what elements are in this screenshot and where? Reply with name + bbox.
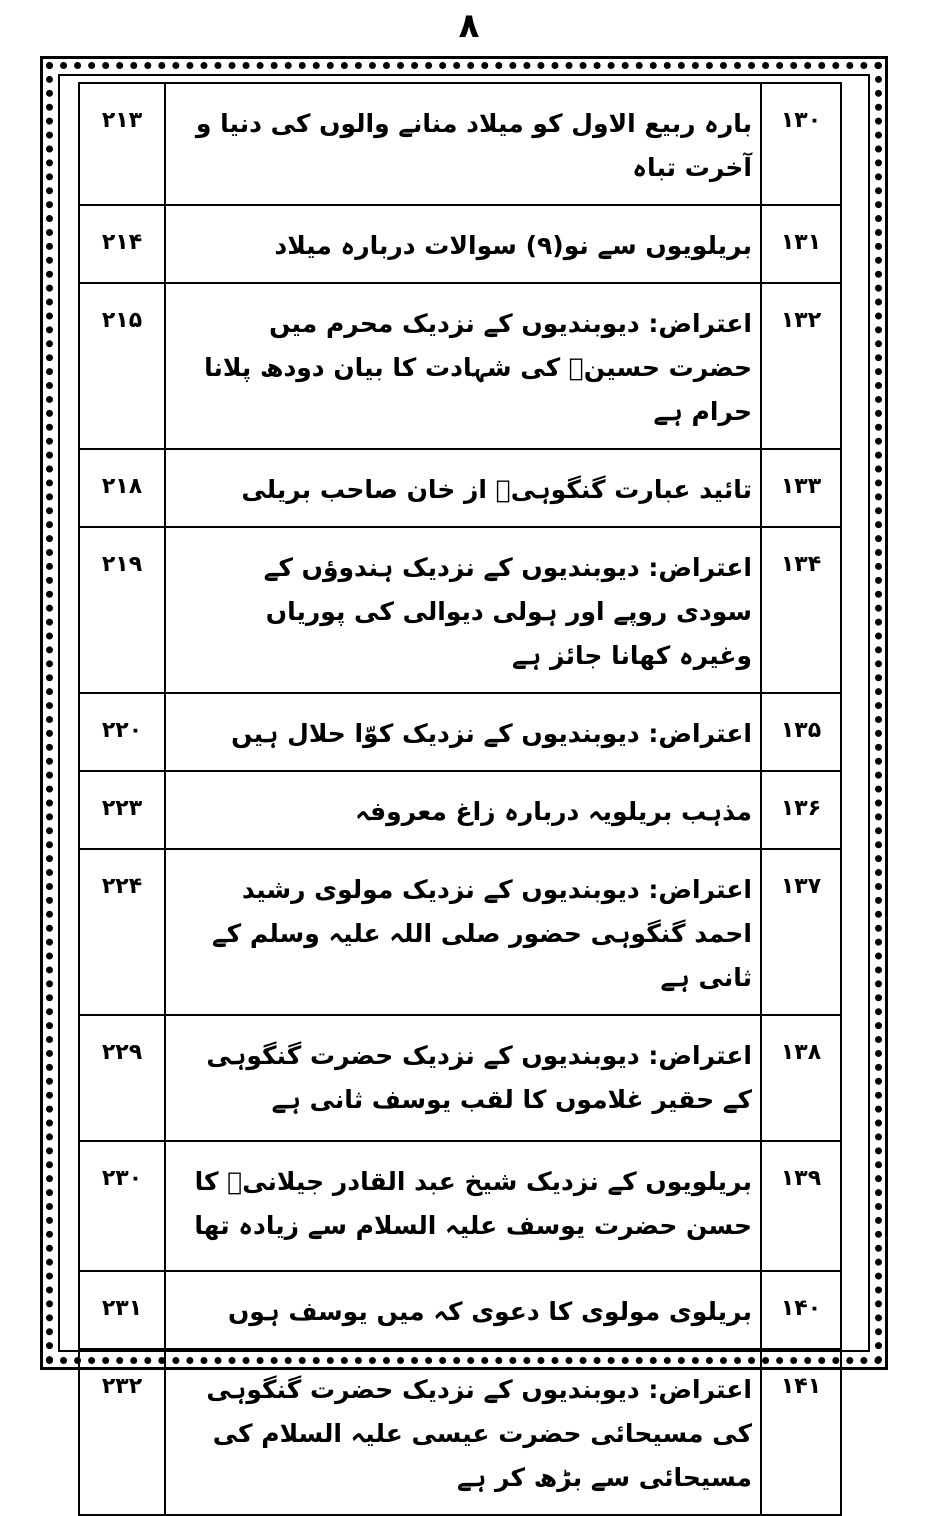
entry-title: بریلوی مولوی کا دعوی کہ میں یوسف ہوں <box>165 1271 761 1349</box>
page-ref: ۲۳۱ <box>79 1271 165 1349</box>
table-row <box>79 449 841 527</box>
serial-number: ۱۳۷ <box>761 849 841 1015</box>
table-of-contents <box>78 82 842 1516</box>
page-ref: ۲۳۰ <box>79 1141 165 1271</box>
serial-number: ۱۳۱ <box>761 205 841 283</box>
table-row <box>79 1141 841 1271</box>
entry-title: اعتراض: دیوبندیوں کے نزدیک مولوی رشید احمد گنگوہی حضور صلی اللہ علیہ وسلم کے ثانی ہے <box>165 849 761 1015</box>
entry-title: بارہ ربیع الاول کو میلاد منانے والوں کی دنیا و آخرت تباہ <box>165 83 761 205</box>
table-row <box>79 1271 841 1349</box>
page-ref: ۲۲۹ <box>79 1015 165 1141</box>
table-row <box>79 283 841 449</box>
page-ref: ۲۱۵ <box>79 283 165 449</box>
serial-number: ۱۳۹ <box>761 1141 841 1271</box>
entry-title: تائید عبارت گنگوہیؒ از خان صاحب بریلی <box>165 449 761 527</box>
table-row <box>79 1015 841 1141</box>
entry-title: مذہب بریلویہ دربارہ زاغ معروفہ <box>165 771 761 849</box>
page-ref: ۲۳۲ <box>79 1349 165 1515</box>
serial-number: ۱۴۰ <box>761 1271 841 1349</box>
serial-number: ۱۴۱ <box>761 1349 841 1515</box>
page-ref: ۲۲۴ <box>79 849 165 1015</box>
page-ref: ۲۱۹ <box>79 527 165 693</box>
serial-number: ۱۳۲ <box>761 283 841 449</box>
page-ref: ۲۲۳ <box>79 771 165 849</box>
page-ref: ۲۱۸ <box>79 449 165 527</box>
entry-title: اعتراض: دیوبندیوں کے نزدیک حضرت گنگوہی کی مسیحائی حضرت عیسی علیہ السلام کی مسیحائی سے بڑھ کر ہے <box>165 1349 761 1515</box>
table-row <box>79 205 841 283</box>
entry-title: اعتراض: دیوبندیوں کے نزدیک حضرت گنگوہی کے حقیر غلاموں کا لقب یوسف ثانی ہے <box>165 1015 761 1141</box>
table-row <box>79 771 841 849</box>
serial-number: ۱۳۵ <box>761 693 841 771</box>
entry-title: اعتراض: دیوبندیوں کے نزدیک ہندوؤں کے سودی روپے اور ہولی دیوالی کی پوریاں وغیرہ کھانا جائز ہے <box>165 527 761 693</box>
table-row <box>79 527 841 693</box>
entry-title: اعتراض: دیوبندیوں کے نزدیک محرم میں حضرت حسینؓ کی شہادت کا بیان دودھ پلانا حرام ہے <box>165 283 761 449</box>
page-ref: ۲۱۳ <box>79 83 165 205</box>
serial-number: ۱۳۸ <box>761 1015 841 1141</box>
serial-number: ۱۳۳ <box>761 449 841 527</box>
entry-title: بریلویوں کے نزدیک شیخ عبد القادر جیلانیؒ کا حسن حضرت یوسف علیہ السلام سے زیادہ تھا <box>165 1141 761 1271</box>
serial-number: ۱۳۴ <box>761 527 841 693</box>
serial-number: ۱۳۶ <box>761 771 841 849</box>
table-row <box>79 693 841 771</box>
table-row <box>79 849 841 1015</box>
entry-title: اعتراض: دیوبندیوں کے نزدیک کوّا حلال ہیں <box>165 693 761 771</box>
entry-title: بریلویوں سے نو(۹) سوالات دربارہ میلاد <box>165 205 761 283</box>
table-row <box>79 83 841 205</box>
page-ref: ۲۲۰ <box>79 693 165 771</box>
page-ref: ۲۱۴ <box>79 205 165 283</box>
page-number: ۸ <box>458 6 480 46</box>
serial-number: ۱۳۰ <box>761 83 841 205</box>
table-row <box>79 1349 841 1515</box>
